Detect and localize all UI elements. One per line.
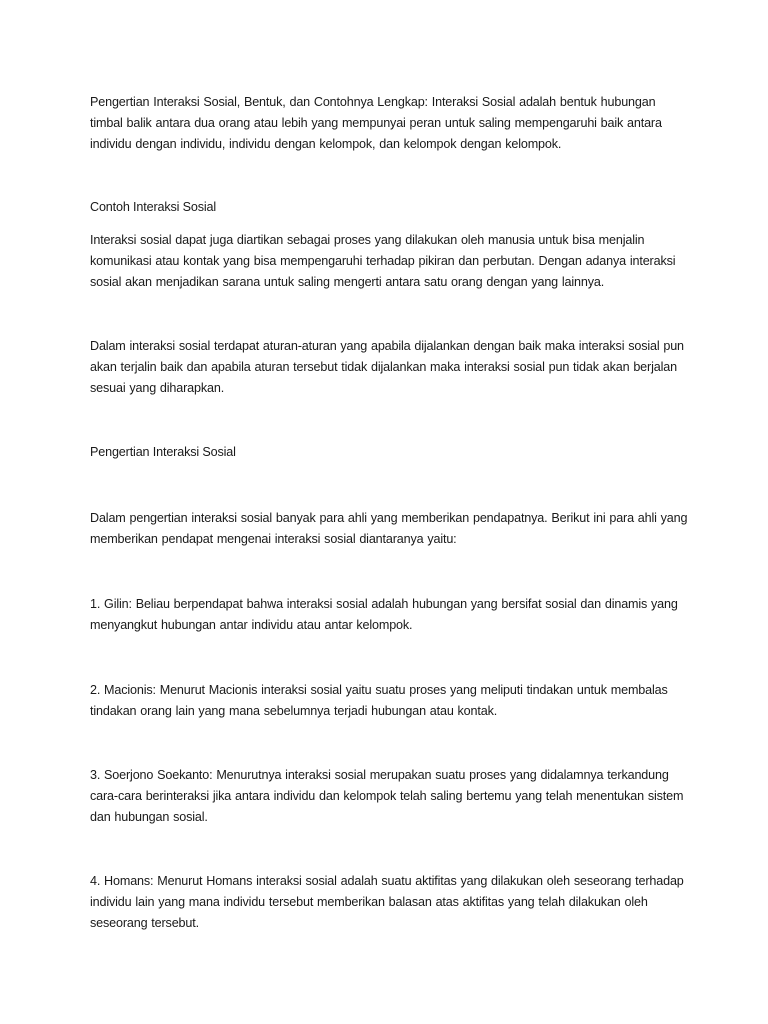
paragraph-aturan: Dalam interaksi sosial terdapat aturan-aturan yang apabila dijalankan dengan baik maka interaksi sosial pun akan terjalin baik dan apabila aturan tersebut tidak dijalankan maka interaksi sosial pun tidak akan berjalan sesuai yang diharapkan. [90,339,684,395]
list-item: 3. Soerjono Soekanto: Menurutnya interaksi sosial merupakan suatu proses yang didalamnya terkandung cara-cara berinteraksi jika antara individu dan kelompok telah saling bertemu yang telah menentukan sistem dan hubungan sosial. [90,768,684,824]
list-item: 2. Macionis: Menurut Macionis interaksi sosial yaitu suatu proses yang meliputi tindakan untuk membalas tindakan orang lain yang mana sebelumnya terjadi hubungan atau kontak. [90,683,668,718]
paragraph-para-ahli: Dalam pengertian interaksi sosial banyak para ahli yang memberikan pendapatnya. Berikut ini para ahli yang memberikan pendapat mengenai interaksi sosial diantaranya yaitu: [90,511,688,546]
heading-pengertian-interaksi-sosial: Pengertian Interaksi Sosial [90,445,236,459]
intro-paragraph: Pengertian Interaksi Sosial, Bentuk, dan Contohnya Lengkap: Interaksi Sosial adalah bentuk hubungan timbal balik antara dua orang atau lebih yang mempunyai peran untuk saling mempengaruhi baik antara individu dengan individu, individu dengan kelompok, dan kelompok dengan kelompok. [90,95,662,151]
list-item: 4. Homans: Menurut Homans interaksi sosial adalah suatu aktifitas yang dilakukan oleh seseorang terhadap individu lain yang mana individu tersebut memberikan balasan atas aktifitas yang telah dilakukan oleh seseorang tersebut. [90,874,684,930]
list-item: 1. Gilin: Beliau berpendapat bahwa interaksi sosial adalah hubungan yang bersifat sosial dan dinamis yang menyangkut hubungan antar individu atau antar kelompok. [90,597,678,632]
heading-contoh-interaksi-sosial: Contoh Interaksi Sosial [90,200,217,214]
paragraph-contoh: Interaksi sosial dapat juga diartikan sebagai proses yang dilakukan oleh manusia untuk bisa menjalin komunikasi atau kontak yang bisa mempengaruhi terhadap pikiran dan perbutan. Dengan adanya interaksi sosial akan menjadikan sarana untuk saling mengerti antara satu orang dengan yang lainnya. [90,233,676,289]
